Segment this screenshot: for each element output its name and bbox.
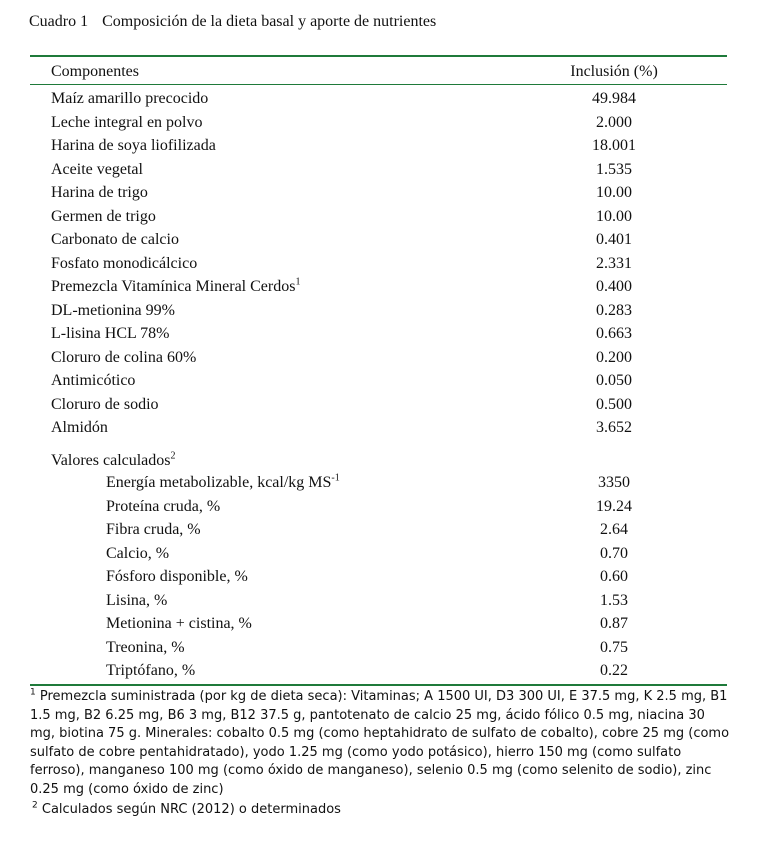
row-label: Maíz amarillo precocido	[51, 90, 209, 107]
table-row	[0, 636, 765, 660]
table-row	[0, 322, 765, 346]
table-header-rule	[30, 84, 727, 85]
table-row	[0, 299, 765, 323]
row-label-text: Premezcla Vitamínica Mineral Cerdos	[51, 278, 296, 295]
row-label: Proteína cruda, %	[106, 497, 221, 515]
calculated-values-heading	[51, 450, 176, 472]
footnote-marker: 2	[32, 800, 38, 811]
footnote-1	[30, 688, 730, 799]
footnote-2-text: Calculados según NRC (2012) o determinados	[37, 802, 341, 817]
row-label: Cloruro de sodio	[51, 395, 159, 413]
row-label: Fosfato monodicálcico	[51, 254, 198, 272]
row-value: 0.050	[596, 372, 632, 389]
table-title: Composición de la dieta basal y aporte de nutrientes	[102, 13, 437, 30]
row-label: DL-metionina 99%	[51, 301, 175, 319]
row-value: 2.000	[596, 113, 632, 131]
row-label: Antimicótico	[51, 372, 136, 389]
row-value: 10.00	[596, 207, 632, 225]
footnote-2	[32, 801, 730, 820]
table-row	[0, 565, 765, 589]
table-row	[0, 275, 765, 299]
table-row	[0, 471, 765, 495]
table-row	[0, 87, 765, 111]
table-row	[0, 111, 765, 135]
table-row	[0, 134, 765, 158]
row-value: 0.400	[596, 278, 632, 295]
row-value: 0.75	[600, 638, 628, 656]
row-label: Fósforo disponible, %	[106, 568, 248, 585]
calculated-values-heading-text: Valores calculados	[51, 452, 171, 469]
row-value: 0.22	[600, 662, 628, 679]
row-value: 18.001	[592, 137, 636, 154]
row-value: 0.401	[596, 231, 632, 248]
table-row	[0, 495, 765, 519]
table-row	[0, 416, 765, 440]
footnote-1-text: Premezcla suministrada (por kg de dieta seca): Vitaminas; A 1500 UI, D3 300 UI, E 37.5 mg, K 2.5 mg, B1 1.5 mg, B2 6.25 mg, B6 3 mg, B12 37.5 g, pantotenato de calcio 25 mg, ácido fólico 0.5 mg, niacina 30 mg, biotina 75 g. Minerales: cobalto 0.5 mg (como heptahidrato de sulfato de cobalto), cobre 25 mg (como sulfato de cobre pentahidratado), yodo 1.25 mg (como yodo potásico), hierro 150 mg (como sulfato ferroso), manganeso 100 mg (como óxido de manganeso), selenio 0.5 mg (como selenito de sodio), zinc 0.25 mg (como óxido de zinc)	[30, 689, 730, 797]
row-value: 3.652	[596, 419, 632, 436]
table-caption	[29, 11, 436, 33]
row-value: 2.64	[600, 521, 628, 538]
table-top-rule	[30, 55, 727, 57]
row-value: 10.00	[596, 184, 632, 201]
row-label: Cloruro de colina 60%	[51, 348, 197, 366]
row-label: Harina de soya liofilizada	[51, 137, 216, 154]
row-label: Metionina + cistina, %	[106, 615, 252, 632]
row-value: 0.70	[600, 544, 628, 562]
row-value: 19.24	[596, 497, 632, 515]
row-label: L-lisina HCL 78%	[51, 325, 170, 342]
column-header-components: Componentes	[51, 63, 139, 80]
row-value: 0.663	[596, 325, 632, 342]
row-value: 0.60	[600, 568, 628, 585]
table-row	[0, 158, 765, 182]
unit-exponent: -1	[331, 472, 340, 484]
row-value: 2.331	[596, 254, 632, 272]
row-label	[106, 471, 340, 495]
row-label-text: Energía metabolizable, kcal/kg MS	[106, 474, 332, 491]
row-label: Leche integral en polvo	[51, 113, 203, 131]
row-label: Aceite vegetal	[51, 160, 143, 178]
table-row	[0, 252, 765, 276]
table-bottom-rule	[30, 684, 727, 686]
row-label: Calcio, %	[106, 544, 170, 562]
row-label	[51, 275, 300, 299]
row-label: Lisina, %	[106, 591, 168, 609]
row-label: Germen de trigo	[51, 207, 156, 225]
footnote-marker: 2	[170, 450, 176, 462]
table-row	[0, 518, 765, 542]
row-value: 0.200	[596, 348, 632, 366]
row-value: 0.500	[596, 395, 632, 413]
table-row	[0, 542, 765, 566]
row-label: Carbonato de calcio	[51, 231, 179, 248]
table-row	[0, 589, 765, 613]
table-row	[0, 369, 765, 393]
table-row	[0, 393, 765, 417]
table-row	[0, 346, 765, 370]
footnote-marker: 1	[30, 687, 36, 698]
table-row	[0, 205, 765, 229]
row-value: 0.87	[600, 615, 628, 632]
row-label: Fibra cruda, %	[106, 521, 201, 538]
row-value: 0.283	[596, 301, 632, 319]
row-label: Treonina, %	[106, 638, 185, 656]
table-row	[0, 659, 765, 683]
row-label: Almidón	[51, 419, 108, 436]
table-row	[0, 181, 765, 205]
table-number: Cuadro 1	[29, 13, 89, 30]
footnotes	[30, 688, 730, 820]
row-label: Triptófano, %	[106, 662, 196, 679]
footnote-marker: 1	[295, 276, 301, 288]
table-row	[0, 612, 765, 636]
row-label: Harina de trigo	[51, 184, 148, 201]
row-value: 3350	[598, 474, 630, 491]
row-value: 1.535	[596, 160, 632, 178]
column-header-inclusion: Inclusión (%)	[570, 63, 658, 80]
table-row	[0, 228, 765, 252]
row-value: 1.53	[600, 591, 628, 609]
row-value: 49.984	[592, 90, 636, 107]
